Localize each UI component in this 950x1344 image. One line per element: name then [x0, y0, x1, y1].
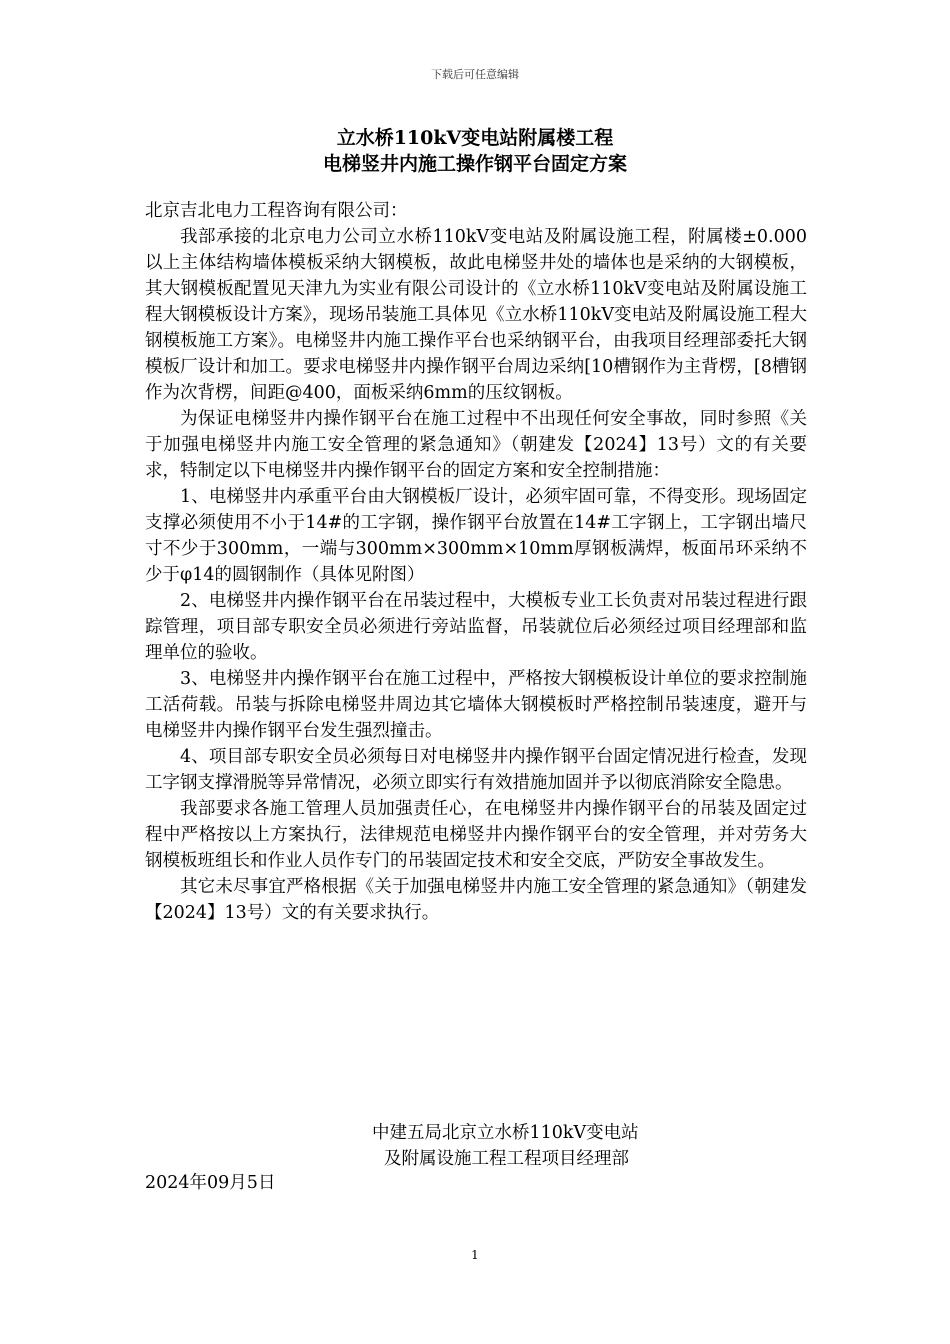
paragraph: 2、电梯竖井内操作钢平台在吊装过程中，大模板专业工长负责对吊装过程进行跟踪管理，项目部专职安全员必须进行旁站监督，吊装就位后必须经过项目经理部和监理单位的验收。	[145, 591, 807, 663]
signature-line1: 中建五局北京立水桥110kV变电站	[372, 1123, 639, 1143]
paragraph: 我部承接的北京电力公司立水桥110kV变电站及附属设施工程，附属楼±0.000以上主体结构墙体模板采纳大钢模板，故此电梯竖井处的墙体也是采纳的大钢模板，其大钢模板配置见天津九为实业有限公司设计的《立水桥110kV变电站及附属设施工程大钢模板设计方案》，现场吊装施工具体见《立水桥110kV变电站及附属设施工程大钢模板施工方案》。电梯竖井内施工操作平台也采纳钢平台，由我项目经理部委托大钢模板厂设计和加工。要求电梯竖井内操作钢平台周边采纳[10槽钢作为主背楞，[8槽钢作为次背楞，间距@400，面板采纳6mm的压纹钢板。	[145, 227, 807, 403]
document-title-line2: 电梯竖井内施工操作钢平台固定方案	[322, 153, 627, 175]
paragraph: 为保证电梯竖井内操作钢平台在施工过程中不出现任何安全事故，同时参照《关于加强电梯竖井内施工安全管理的紧急通知》（朝建发【2024】13号）文的有关要求，特制定以下电梯竖井内操作钢平台的固定方案和安全控制措施：	[145, 409, 807, 481]
document-date: 2024年09月5日	[145, 1173, 276, 1193]
paragraph: 其它未尽事宜严格根据《关于加强电梯竖井内施工安全管理的紧急通知》（朝建发【2024】13号）文的有关要求执行。	[145, 877, 807, 923]
document-title-line1: 立水桥110kV变电站附属楼工程	[336, 127, 614, 149]
paragraph: 1、电梯竖井内承重平台由大钢模板厂设计，必须牢固可靠，不得变形。现场固定支撑必须使用不小于14#的工字钢，操作钢平台放置在14#工字钢上，工字钢出墙尺寸不少于300mm，一端与300mm×300mm×10mm厚钢板满焊，板面吊环采纳不少于φ14的圆钢制作（具体见附图）	[145, 487, 807, 585]
signature-line2: 及附属设施工程工程项目经理部	[384, 1149, 629, 1169]
paragraph: 4、项目部专职安全员必须每日对电梯竖井内操作钢平台固定情况进行检查，发现工字钢支撑滑脱等异常情况，必须立即实行有效措施加固并予以彻底消除安全隐患。	[145, 747, 807, 793]
paragraph: 3、电梯竖井内操作钢平台在施工过程中，严格按大钢模板设计单位的要求控制施工活荷载。吊装与拆除电梯竖井周边其它墙体大钢模板时严格控制吊装速度，避开与电梯竖井内操作钢平台发生强烈撞击。	[145, 669, 807, 741]
paragraph: 我部要求各施工管理人员加强责任心，在电梯竖井内操作钢平台的吊装及固定过程中严格按以上方案执行，法律规范电梯竖井内操作钢平台的安全管理，并对劳务大钢模板班组长和作业人员作专门的吊装固定技术和安全交底，严防安全事故发生。	[145, 799, 807, 871]
document-body	[145, 198, 807, 926]
header-note: 下载后可任意编辑	[431, 68, 519, 81]
page-number: 1	[471, 1248, 479, 1262]
salutation: 北京吉北电力工程咨询有限公司：	[145, 201, 408, 221]
